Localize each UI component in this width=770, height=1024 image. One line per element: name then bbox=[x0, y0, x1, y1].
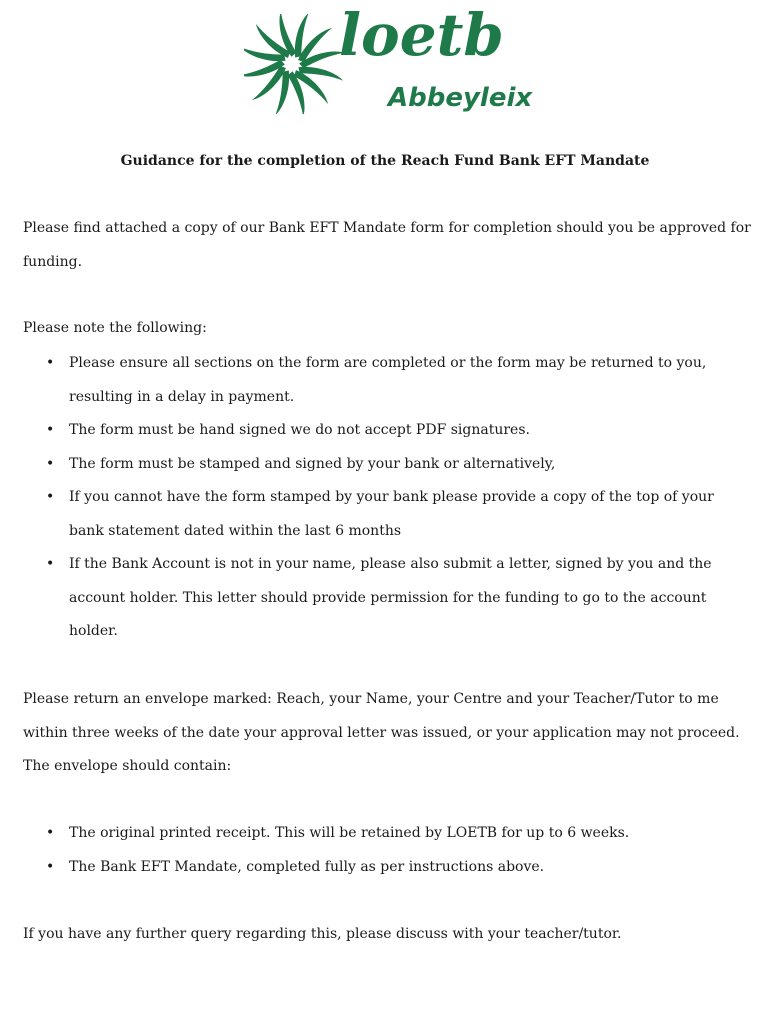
list-item-text: If you cannot have the form stamped by your bank please provide a copy of the top of your bank statement dated within the last 6 months bbox=[69, 489, 714, 539]
document-heading: Guidance for the completion of the Reach Fund Bank EFT Mandate bbox=[120, 153, 650, 169]
bullet-icon: • bbox=[46, 455, 55, 472]
bullet-icon: • bbox=[46, 858, 55, 875]
bullet-icon: • bbox=[46, 556, 55, 572]
return-paragraph: Please return an envelope marked: Reach, your Name, your Centre and your Teacher/Tutor to me within three weeks of the date your approval letter was issued, or your application may not proceed. The envelope should contain: bbox=[23, 691, 740, 774]
list-item-text: Please ensure all sections on the form are completed or the form may be returned to you, resulting in a delay in payment. bbox=[69, 355, 707, 405]
list-item-text: If the Bank Account is not in your name, please also submit a letter, signed by you and the account holder. This letter should provide permission for the funding to go to the account holder. bbox=[69, 556, 712, 639]
swirl-logo-icon bbox=[244, 14, 344, 114]
intro-paragraph: Please find attached a copy of our Bank EFT Mandate form for completion should you be approved for funding. bbox=[23, 220, 751, 270]
note-label: Please note the following: bbox=[23, 320, 207, 336]
bullet-icon: • bbox=[46, 355, 55, 371]
bullet-icon: • bbox=[46, 825, 55, 841]
loetb-logo bbox=[244, 1, 534, 124]
list-item bbox=[23, 481, 748, 548]
list-item-text: The original printed receipt. This will be retained by LOETB for up to 6 weeks. bbox=[69, 825, 630, 841]
list-item-text: The form must be stamped and signed by your bank or alternatively, bbox=[69, 455, 556, 472]
list-item bbox=[23, 448, 748, 482]
envelope-contents-list bbox=[23, 817, 748, 884]
logo-wordmark: loetb bbox=[339, 1, 504, 69]
logo-subtitle: Abbeyleix bbox=[388, 83, 533, 113]
list-item bbox=[23, 414, 748, 448]
list-item bbox=[23, 817, 748, 851]
list-item bbox=[23, 347, 748, 414]
list-item-text: The Bank EFT Mandate, completed fully as per instructions above. bbox=[69, 858, 545, 875]
closing-paragraph: If you have any further query regarding this, please discuss with your teacher/tutor. bbox=[23, 926, 622, 942]
list-item bbox=[23, 851, 748, 885]
bullet-icon: • bbox=[46, 422, 55, 438]
notes-list bbox=[23, 347, 748, 649]
list-item-text: The form must be hand signed we do not accept PDF signatures. bbox=[69, 422, 530, 438]
list-item bbox=[23, 548, 748, 649]
bullet-icon: • bbox=[46, 489, 55, 505]
